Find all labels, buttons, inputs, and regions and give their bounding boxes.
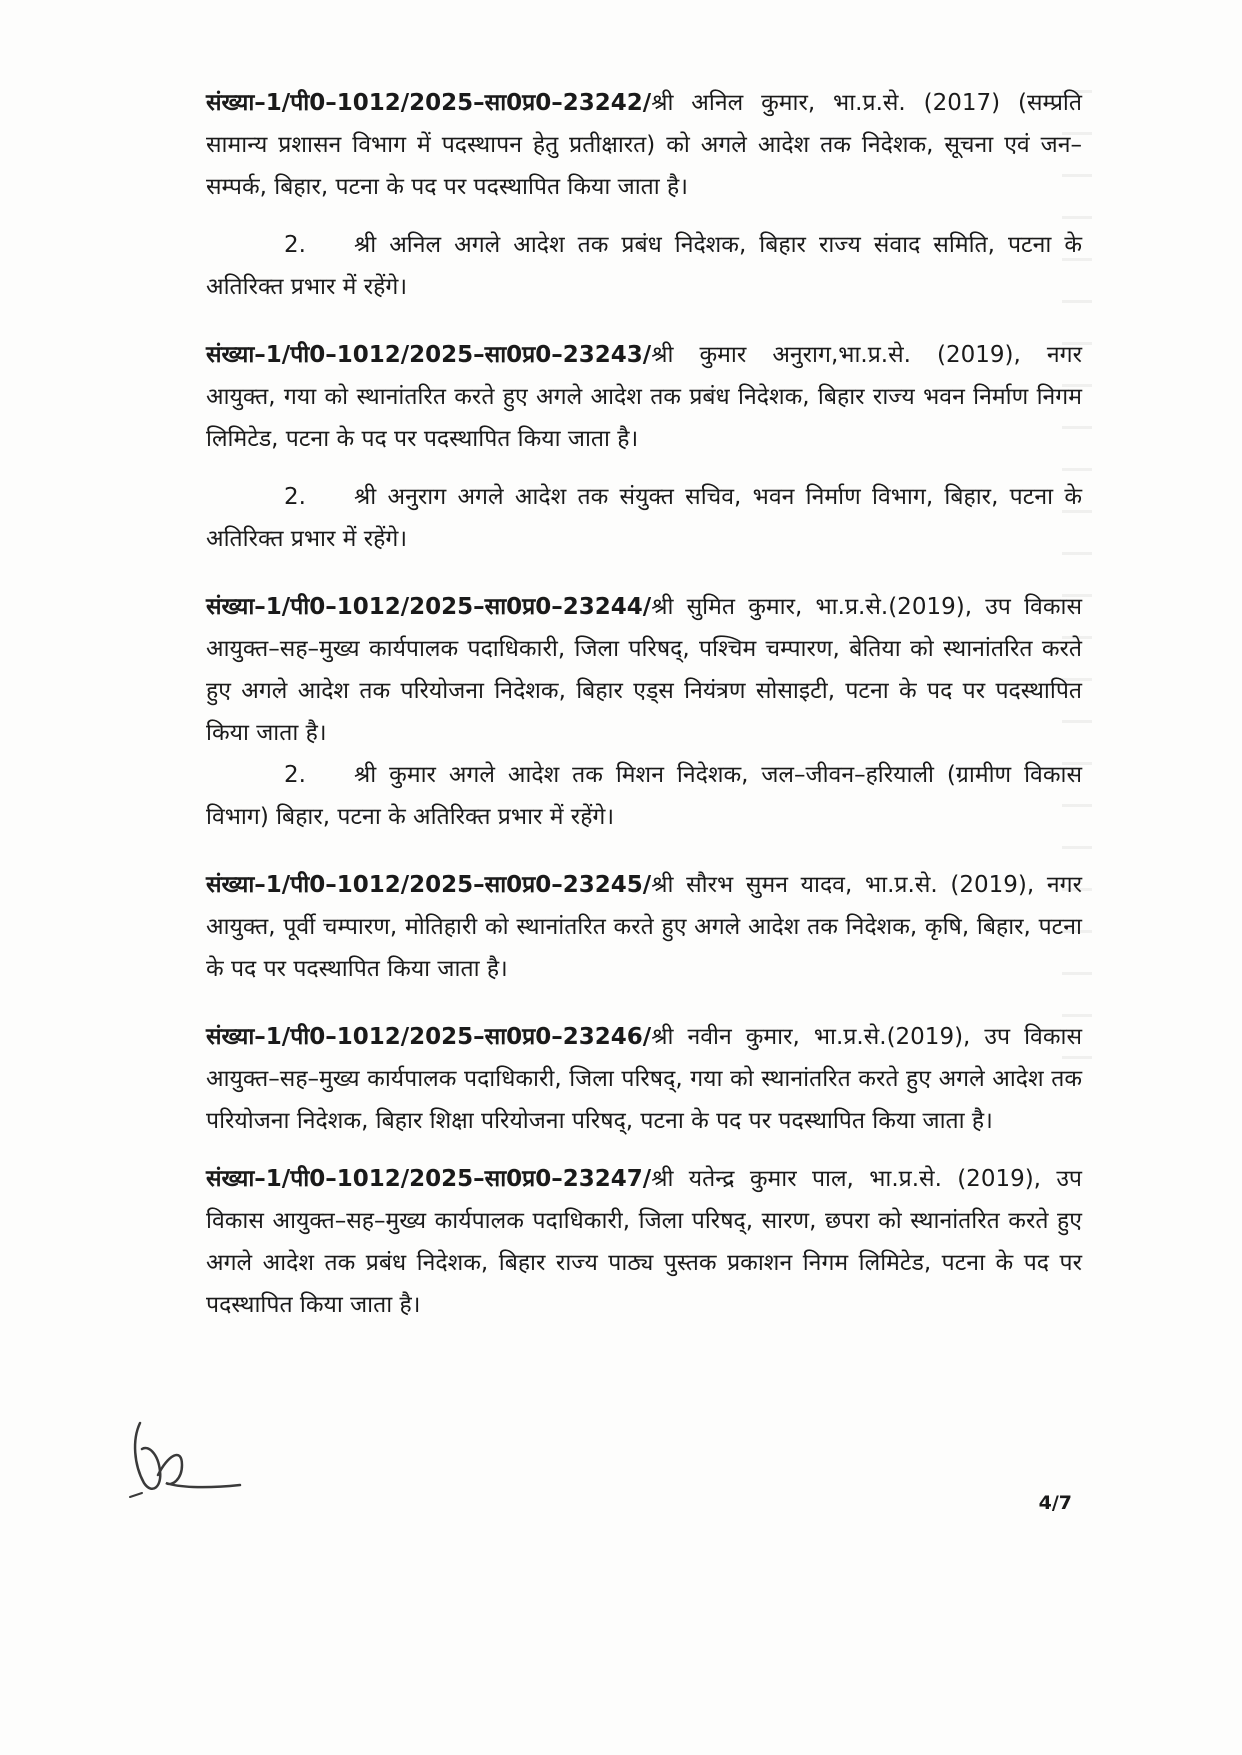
order-text: श्री अनिल कुमार, भा.प्र.से. (2017) (सम्प्रति सामान्य प्रशासन विभाग में पदस्थापन हेतु प्रतीक्षारत) को अगले आदेश तक निदेशक, सूचना एवं जन–सम्पर्क, बिहार, पटना के पद पर पदस्थापित किया जाता है। <box>206 90 1082 200</box>
order-paragraph <box>206 864 1082 990</box>
sub-index: 2. <box>284 484 306 510</box>
order-text: श्री कुमार अनुराग,भा.प्र.से. (2019), नगर आयुक्त, गया को स्थानांतरित करते हुए अगले आदेश तक प्रबंध निदेशक, बिहार राज्य भवन निर्माण निगम लिमिटेड, पटना के पद पर पदस्थापित किया जाता है। <box>206 342 1082 452</box>
order-sub-paragraph <box>206 476 1082 560</box>
sub-index: 2. <box>284 762 306 788</box>
order-text: श्री सुमित कुमार, भा.प्र.से.(2019), उप विकास आयुक्त–सह–मुख्य कार्यपालक पदाधिकारी, जिला परिषद्, पश्चिम चम्पारण, बेतिया को स्थानांतरित करते हुए अगले आदेश तक परियोजना निदेशक, बिहार एड्स नियंत्रण सोसाइटी, पटना के पद पर पदस्थापित किया जाता है। <box>206 594 1082 746</box>
order-paragraph <box>206 334 1082 460</box>
order-paragraph <box>206 1158 1082 1326</box>
order-text: श्री सौरभ सुमन यादव, भा.प्र.से. (2019), नगर आयुक्त, पूर्वी चम्पारण, मोतिहारी को स्थानांतरित करते हुए अगले आदेश तक निदेशक, कृषि, बिहार, पटना के पद पर पदस्थापित किया जाता है। <box>206 872 1082 982</box>
order-sub-paragraph <box>206 754 1082 838</box>
sub-text: श्री कुमार अगले आदेश तक मिशन निदेशक, जल–जीवन–हरियाली (ग्रामीण विकास विभाग) बिहार, पटना के अतिरिक्त प्रभार में रहेंगे। <box>206 762 1082 830</box>
order-number: संख्या–1/पी0–1012/2025–सा0प्र0–23244/ <box>206 594 652 620</box>
document-body <box>206 82 1082 1326</box>
order-number: संख्या–1/पी0–1012/2025–सा0प्र0–23247/ <box>206 1166 652 1192</box>
order-number: संख्या–1/पी0–1012/2025–सा0प्र0–23243/ <box>206 342 652 368</box>
page-number: 4/7 <box>1038 1492 1072 1514</box>
order-number: संख्या–1/पी0–1012/2025–सा0प्र0–23242/ <box>206 90 652 116</box>
order-number: संख्या–1/पी0–1012/2025–सा0प्र0–23245/ <box>206 872 652 898</box>
order-text: श्री यतेन्द्र कुमार पाल, भा.प्र.से. (2019), उप विकास आयुक्त–सह–मुख्य कार्यपालक पदाधिकारी, जिला परिषद्, सारण, छपरा को स्थानांतरित करते हुए अगले आदेश तक प्रबंध निदेशक, बिहार राज्य पाठ्य पुस्तक प्रकाशन निगम लिमिटेड, पटना के पद पर पदस्थापित किया जाता है। <box>206 1166 1082 1318</box>
signature-mark <box>122 1405 252 1505</box>
order-paragraph <box>206 82 1082 208</box>
sub-text: श्री अनिल अगले आदेश तक प्रबंध निदेशक, बिहार राज्य संवाद समिति, पटना के अतिरिक्त प्रभार में रहेंगे। <box>206 232 1082 300</box>
order-paragraph <box>206 1016 1082 1142</box>
order-number: संख्या–1/पी0–1012/2025–सा0प्र0–23246/ <box>206 1024 652 1050</box>
sub-text: श्री अनुराग अगले आदेश तक संयुक्त सचिव, भवन निर्माण विभाग, बिहार, पटना के अतिरिक्त प्रभार में रहेंगे। <box>206 484 1082 552</box>
order-text: श्री नवीन कुमार, भा.प्र.से.(2019), उप विकास आयुक्त–सह–मुख्य कार्यपालक पदाधिकारी, जिला परिषद्, गया को स्थानांतरित करते हुए अगले आदेश तक परियोजना निदेशक, बिहार शिक्षा परियोजना परिषद्, पटना के पद पर पदस्थापित किया जाता है। <box>206 1024 1082 1134</box>
sub-index: 2. <box>284 232 306 258</box>
order-sub-paragraph <box>206 224 1082 308</box>
order-paragraph <box>206 586 1082 754</box>
